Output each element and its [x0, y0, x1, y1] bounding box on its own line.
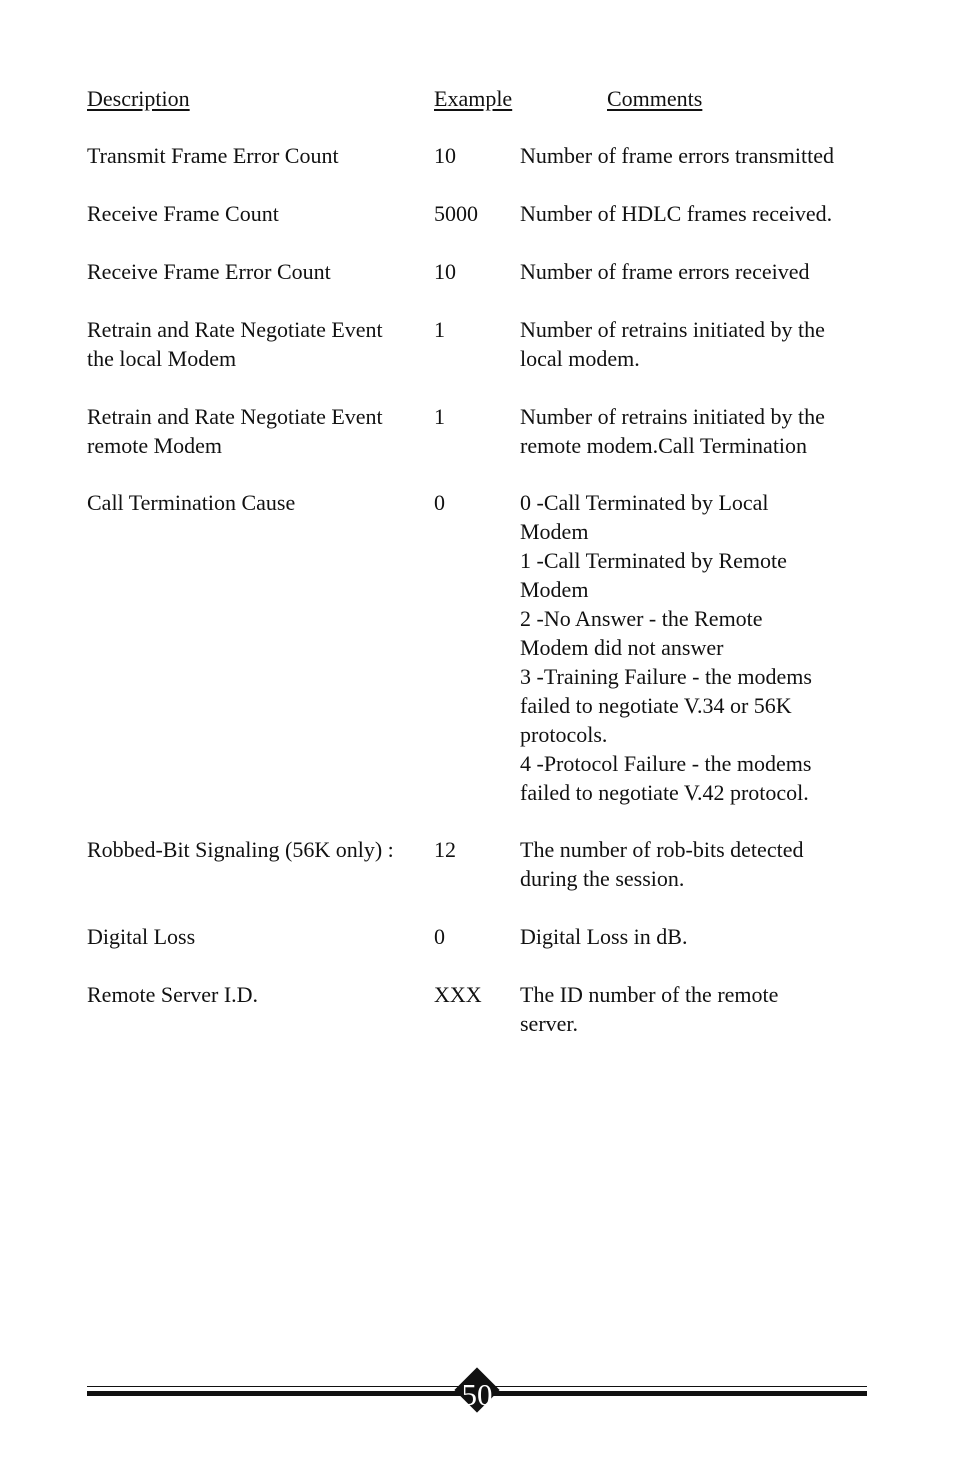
- row-comments: Number of frame errors received: [520, 259, 810, 284]
- row-comments: The ID number of the remote server.: [520, 982, 779, 1036]
- row-description: Digital Loss: [87, 924, 196, 949]
- row-description: Receive Frame Error Count: [87, 259, 331, 284]
- row-description: Robbed-Bit Signaling (56K only) :: [87, 837, 394, 862]
- row-comments: Number of frame errors transmitted: [520, 143, 834, 168]
- row-description: Remote Server I.D.: [87, 982, 259, 1007]
- row-comments: The number of rob-bits detected during the session.: [520, 837, 804, 891]
- row-comments: Number of retrains initiated by the local modem.: [520, 317, 825, 371]
- row-example: 5000: [434, 201, 478, 226]
- row-description: Transmit Frame Error Count: [87, 143, 339, 168]
- row-comments: 0 -Call Terminated by Local Modem 1 -Call Terminated by Remote Modem 2 -No Answer - the Remote Modem did not answer 3 -Training Failure - the modems failed to negotiate V.34 or 56K protocols. 4 -Protocol Failure - the modems failed to negotiate V.42 protocol.: [520, 490, 812, 805]
- row-example: 1: [434, 317, 445, 342]
- row-description: Retrain and Rate Negotiate Event the local Modem: [87, 317, 383, 371]
- row-example: XXX: [434, 982, 482, 1007]
- row-comments: Number of HDLC frames received.: [520, 201, 833, 226]
- row-description: Call Termination Cause: [87, 490, 296, 515]
- row-comments: Number of retrains initiated by the remote modem.Call Termination: [520, 404, 825, 458]
- column-header-comments: Comments: [607, 86, 703, 111]
- row-example: 1: [434, 404, 445, 429]
- row-example: 0: [434, 924, 445, 949]
- row-example: 10: [434, 143, 456, 168]
- row-comments: Digital Loss in dB.: [520, 924, 688, 949]
- row-description: Retrain and Rate Negotiate Event remote Modem: [87, 404, 383, 458]
- row-example: 0: [434, 490, 445, 515]
- row-example: 10: [434, 259, 456, 284]
- page-footer: [87, 1377, 867, 1420]
- row-example: 12: [434, 837, 456, 862]
- row-description: Receive Frame Count: [87, 201, 279, 226]
- column-header-example: Example: [434, 86, 513, 111]
- page-number: 50: [461, 1377, 493, 1412]
- column-header-description: Description: [87, 86, 190, 111]
